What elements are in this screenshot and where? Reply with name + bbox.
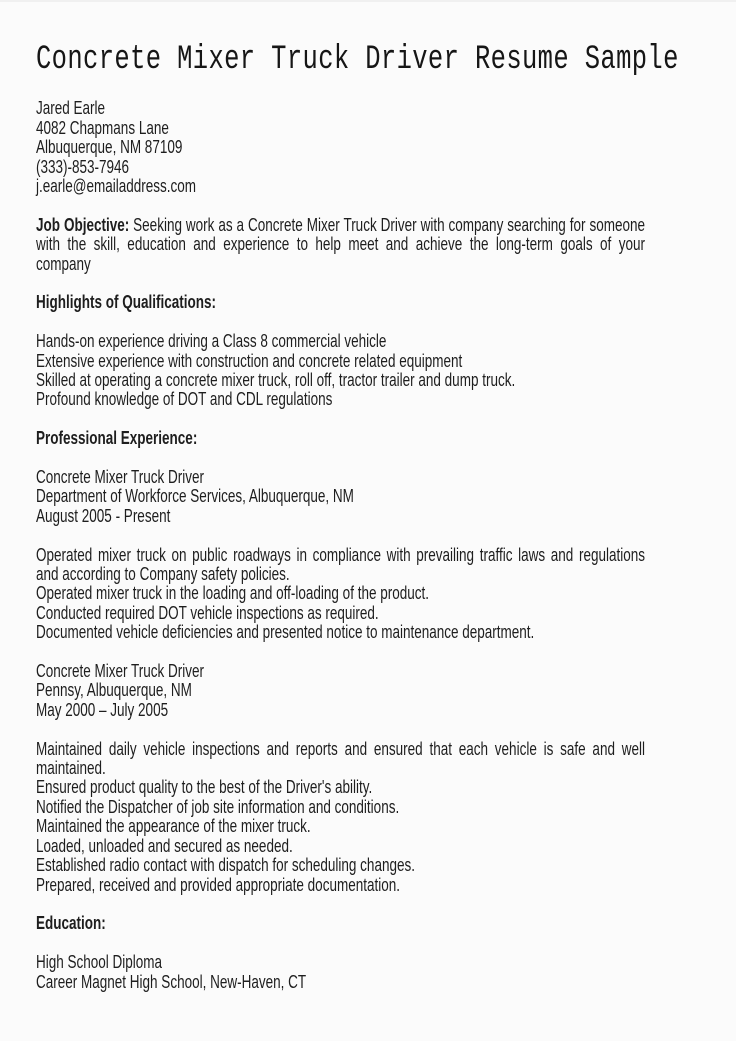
education-degree: High School Diploma bbox=[36, 952, 163, 973]
resume-content bbox=[36, 40, 679, 992]
duty-item: Prepared, received and provided appropriate documentation. bbox=[36, 874, 400, 895]
contact-street: 4082 Chapmans Lane bbox=[36, 117, 169, 138]
duty-item: Conducted required DOT vehicle inspections as required. bbox=[36, 602, 379, 623]
job-employer: Department of Workforce Services, Albuquerque, NM bbox=[36, 486, 354, 507]
job-dates: May 2000 – July 2005 bbox=[36, 699, 169, 720]
duty-item: Established radio contact with dispatch for scheduling changes. bbox=[36, 855, 415, 876]
education-heading: Education: bbox=[36, 913, 106, 934]
duty-item: Notified the Dispatcher of job site information and conditions. bbox=[36, 796, 400, 817]
job-dates: August 2005 - Present bbox=[36, 505, 171, 526]
objective-label: Job Objective: bbox=[36, 214, 130, 235]
job-header bbox=[36, 468, 645, 526]
contact-name: Jared Earle bbox=[36, 98, 106, 119]
objective-text: Seeking work as a Concrete Mixer Truck Driver with company searching for someone with the skill, education and experience to help meet and achieve the long-term goals of your company bbox=[36, 214, 645, 274]
contact-city: Albuquerque, NM 87109 bbox=[36, 137, 183, 158]
education-block bbox=[36, 953, 645, 992]
job-employer: Pennsy, Albuquerque, NM bbox=[36, 680, 192, 701]
qualifications-heading: Highlights of Qualifications: bbox=[36, 292, 216, 313]
qualification-item: Skilled at operating a concrete mixer truck, roll off, tractor trailer and dump truck. bbox=[36, 370, 516, 391]
qualification-item: Hands-on experience driving a Class 8 commercial vehicle bbox=[36, 331, 387, 352]
duty-item: Operated mixer truck in the loading and off-loading of the product. bbox=[36, 583, 429, 604]
contact-email: j.earle@emailaddress.com bbox=[36, 176, 197, 197]
duty-item: Maintained daily vehicle inspections and reports and ensured that each vehicle is safe and well maintained. bbox=[36, 738, 645, 779]
job-title: Concrete Mixer Truck Driver bbox=[36, 661, 205, 682]
education-school: Career Magnet High School, New-Haven, CT bbox=[36, 971, 307, 992]
contact-block bbox=[36, 99, 645, 196]
job-header bbox=[36, 662, 645, 720]
qualification-item: Profound knowledge of DOT and CDL regulations bbox=[36, 389, 333, 410]
qualifications-list bbox=[36, 332, 645, 410]
contact-phone: (333)-853-7946 bbox=[36, 156, 130, 177]
duty-item: Maintained the appearance of the mixer truck. bbox=[36, 816, 311, 837]
job-title: Concrete Mixer Truck Driver bbox=[36, 467, 205, 488]
page-title: Concrete Mixer Truck Driver Resume Sample bbox=[36, 41, 679, 79]
objective-paragraph bbox=[36, 216, 645, 274]
job-duties bbox=[36, 740, 645, 895]
job-duties bbox=[36, 546, 645, 643]
duty-item: Loaded, unloaded and secured as needed. bbox=[36, 835, 293, 856]
qualification-item: Extensive experience with construction and concrete related equipment bbox=[36, 350, 463, 371]
experience-heading: Professional Experience: bbox=[36, 428, 198, 449]
duty-item: Documented vehicle deficiencies and presented notice to maintenance department. bbox=[36, 622, 535, 643]
duty-item: Ensured product quality to the best of the Driver's ability. bbox=[36, 777, 373, 798]
duty-item: Operated mixer truck on public roadways in compliance with prevailing traffic laws and regulations and according to Company safety policies. bbox=[36, 544, 645, 585]
